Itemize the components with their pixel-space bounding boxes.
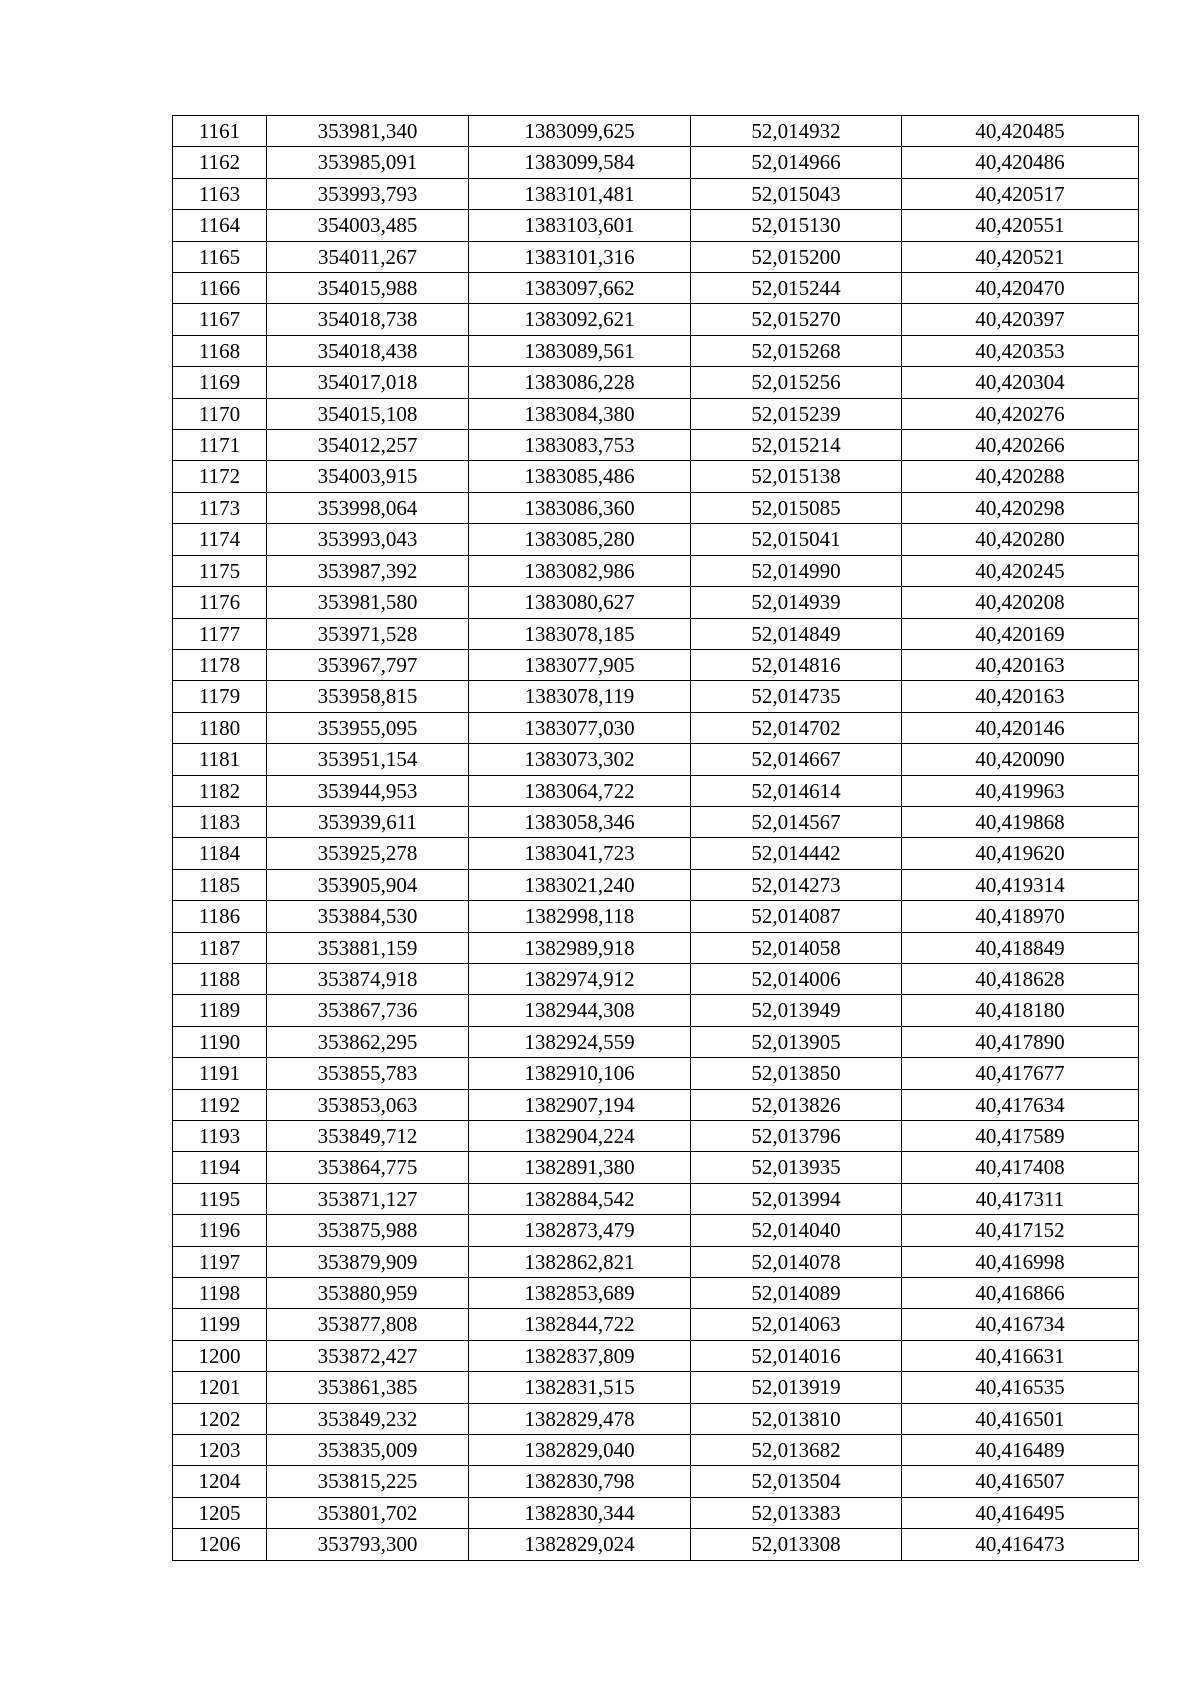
x-coordinate-cell: 354003,485 [267, 210, 469, 241]
point-number-cell: 1191 [173, 1058, 267, 1089]
longitude-cell: 40,420208 [902, 587, 1139, 618]
point-number-cell: 1162 [173, 147, 267, 178]
latitude-cell: 52,014016 [691, 1340, 902, 1371]
x-coordinate-cell: 354003,915 [267, 461, 469, 492]
point-number-cell: 1179 [173, 681, 267, 712]
table-row [173, 241, 1139, 272]
longitude-cell: 40,417589 [902, 1121, 1139, 1152]
table-row [173, 1340, 1139, 1371]
longitude-cell: 40,420146 [902, 712, 1139, 743]
longitude-cell: 40,418970 [902, 901, 1139, 932]
latitude-cell: 52,014702 [691, 712, 902, 743]
y-coordinate-cell: 1383084,380 [469, 398, 691, 429]
latitude-cell: 52,015214 [691, 430, 902, 461]
x-coordinate-cell: 353881,159 [267, 932, 469, 963]
table-row [173, 555, 1139, 586]
table-row [173, 775, 1139, 806]
latitude-cell: 52,014614 [691, 775, 902, 806]
point-number-cell: 1206 [173, 1529, 267, 1560]
longitude-cell: 40,419620 [902, 838, 1139, 869]
table-row [173, 210, 1139, 241]
longitude-cell: 40,418180 [902, 995, 1139, 1026]
y-coordinate-cell: 1382873,479 [469, 1215, 691, 1246]
table-row [173, 869, 1139, 900]
latitude-cell: 52,015244 [691, 273, 902, 304]
y-coordinate-cell: 1383058,346 [469, 806, 691, 837]
point-number-cell: 1197 [173, 1246, 267, 1277]
longitude-cell: 40,416473 [902, 1529, 1139, 1560]
longitude-cell: 40,416489 [902, 1435, 1139, 1466]
longitude-cell: 40,420485 [902, 116, 1139, 147]
y-coordinate-cell: 1382974,912 [469, 963, 691, 994]
x-coordinate-cell: 353905,904 [267, 869, 469, 900]
y-coordinate-cell: 1383086,360 [469, 492, 691, 523]
y-coordinate-cell: 1382853,689 [469, 1278, 691, 1309]
y-coordinate-cell: 1382884,542 [469, 1183, 691, 1214]
longitude-cell: 40,419314 [902, 869, 1139, 900]
longitude-cell: 40,420163 [902, 681, 1139, 712]
x-coordinate-cell: 353993,793 [267, 178, 469, 209]
y-coordinate-cell: 1382831,515 [469, 1372, 691, 1403]
point-number-cell: 1180 [173, 712, 267, 743]
latitude-cell: 52,015200 [691, 241, 902, 272]
y-coordinate-cell: 1382998,118 [469, 901, 691, 932]
table-row [173, 367, 1139, 398]
x-coordinate-cell: 353849,232 [267, 1403, 469, 1434]
latitude-cell: 52,014816 [691, 649, 902, 680]
point-number-cell: 1165 [173, 241, 267, 272]
table-row [173, 1497, 1139, 1528]
point-number-cell: 1189 [173, 995, 267, 1026]
longitude-cell: 40,417634 [902, 1089, 1139, 1120]
x-coordinate-cell: 353958,815 [267, 681, 469, 712]
y-coordinate-cell: 1382837,809 [469, 1340, 691, 1371]
table-row [173, 932, 1139, 963]
longitude-cell: 40,417408 [902, 1152, 1139, 1183]
latitude-cell: 52,015270 [691, 304, 902, 335]
y-coordinate-cell: 1383101,481 [469, 178, 691, 209]
table-row [173, 147, 1139, 178]
table-row [173, 1529, 1139, 1560]
point-number-cell: 1161 [173, 116, 267, 147]
x-coordinate-cell: 354018,438 [267, 335, 469, 366]
latitude-cell: 52,015268 [691, 335, 902, 366]
y-coordinate-cell: 1382829,478 [469, 1403, 691, 1434]
table-row [173, 1435, 1139, 1466]
latitude-cell: 52,013826 [691, 1089, 902, 1120]
y-coordinate-cell: 1383077,905 [469, 649, 691, 680]
y-coordinate-cell: 1383080,627 [469, 587, 691, 618]
point-number-cell: 1181 [173, 744, 267, 775]
point-number-cell: 1173 [173, 492, 267, 523]
y-coordinate-cell: 1382830,344 [469, 1497, 691, 1528]
longitude-cell: 40,416535 [902, 1372, 1139, 1403]
point-number-cell: 1171 [173, 430, 267, 461]
point-number-cell: 1193 [173, 1121, 267, 1152]
point-number-cell: 1163 [173, 178, 267, 209]
table-row [173, 1152, 1139, 1183]
x-coordinate-cell: 353981,580 [267, 587, 469, 618]
latitude-cell: 52,013504 [691, 1466, 902, 1497]
x-coordinate-cell: 353951,154 [267, 744, 469, 775]
point-number-cell: 1203 [173, 1435, 267, 1466]
latitude-cell: 52,013919 [691, 1372, 902, 1403]
latitude-cell: 52,013796 [691, 1121, 902, 1152]
latitude-cell: 52,013810 [691, 1403, 902, 1434]
table-row [173, 618, 1139, 649]
table-row [173, 1246, 1139, 1277]
y-coordinate-cell: 1383021,240 [469, 869, 691, 900]
point-number-cell: 1169 [173, 367, 267, 398]
latitude-cell: 52,014040 [691, 1215, 902, 1246]
x-coordinate-cell: 353993,043 [267, 524, 469, 555]
y-coordinate-cell: 1382844,722 [469, 1309, 691, 1340]
x-coordinate-cell: 353987,392 [267, 555, 469, 586]
longitude-cell: 40,420280 [902, 524, 1139, 555]
coordinate-table [172, 115, 1139, 1561]
point-number-cell: 1187 [173, 932, 267, 963]
x-coordinate-cell: 353871,127 [267, 1183, 469, 1214]
point-number-cell: 1176 [173, 587, 267, 618]
latitude-cell: 52,015085 [691, 492, 902, 523]
y-coordinate-cell: 1383077,030 [469, 712, 691, 743]
latitude-cell: 52,014567 [691, 806, 902, 837]
x-coordinate-cell: 353849,712 [267, 1121, 469, 1152]
latitude-cell: 52,014078 [691, 1246, 902, 1277]
longitude-cell: 40,416495 [902, 1497, 1139, 1528]
longitude-cell: 40,417152 [902, 1215, 1139, 1246]
y-coordinate-cell: 1383101,316 [469, 241, 691, 272]
longitude-cell: 40,416734 [902, 1309, 1139, 1340]
longitude-cell: 40,420288 [902, 461, 1139, 492]
longitude-cell: 40,417677 [902, 1058, 1139, 1089]
y-coordinate-cell: 1383082,986 [469, 555, 691, 586]
point-number-cell: 1196 [173, 1215, 267, 1246]
longitude-cell: 40,416501 [902, 1403, 1139, 1434]
x-coordinate-cell: 354012,257 [267, 430, 469, 461]
longitude-cell: 40,420090 [902, 744, 1139, 775]
x-coordinate-cell: 354015,108 [267, 398, 469, 429]
longitude-cell: 40,420521 [902, 241, 1139, 272]
y-coordinate-cell: 1383097,662 [469, 273, 691, 304]
latitude-cell: 52,015130 [691, 210, 902, 241]
y-coordinate-cell: 1382924,559 [469, 1026, 691, 1057]
point-number-cell: 1182 [173, 775, 267, 806]
latitude-cell: 52,014735 [691, 681, 902, 712]
longitude-cell: 40,420266 [902, 430, 1139, 461]
x-coordinate-cell: 353835,009 [267, 1435, 469, 1466]
point-number-cell: 1178 [173, 649, 267, 680]
latitude-cell: 52,014087 [691, 901, 902, 932]
point-number-cell: 1190 [173, 1026, 267, 1057]
y-coordinate-cell: 1383073,302 [469, 744, 691, 775]
latitude-cell: 52,014089 [691, 1278, 902, 1309]
table-row [173, 461, 1139, 492]
table-row [173, 1403, 1139, 1434]
latitude-cell: 52,015239 [691, 398, 902, 429]
latitude-cell: 52,014990 [691, 555, 902, 586]
longitude-cell: 40,416507 [902, 1466, 1139, 1497]
latitude-cell: 52,014932 [691, 116, 902, 147]
y-coordinate-cell: 1383083,753 [469, 430, 691, 461]
table-row [173, 1183, 1139, 1214]
table-row [173, 524, 1139, 555]
longitude-cell: 40,416866 [902, 1278, 1139, 1309]
y-coordinate-cell: 1383041,723 [469, 838, 691, 869]
x-coordinate-cell: 353981,340 [267, 116, 469, 147]
latitude-cell: 52,013850 [691, 1058, 902, 1089]
point-number-cell: 1184 [173, 838, 267, 869]
x-coordinate-cell: 353875,988 [267, 1215, 469, 1246]
latitude-cell: 52,014939 [691, 587, 902, 618]
longitude-cell: 40,417890 [902, 1026, 1139, 1057]
table-row [173, 838, 1139, 869]
longitude-cell: 40,419963 [902, 775, 1139, 806]
point-number-cell: 1202 [173, 1403, 267, 1434]
latitude-cell: 52,013383 [691, 1497, 902, 1528]
x-coordinate-cell: 353877,808 [267, 1309, 469, 1340]
table-row [173, 806, 1139, 837]
x-coordinate-cell: 353855,783 [267, 1058, 469, 1089]
point-number-cell: 1198 [173, 1278, 267, 1309]
x-coordinate-cell: 353955,095 [267, 712, 469, 743]
table-row [173, 1309, 1139, 1340]
table-row [173, 273, 1139, 304]
longitude-cell: 40,420163 [902, 649, 1139, 680]
point-number-cell: 1168 [173, 335, 267, 366]
y-coordinate-cell: 1383089,561 [469, 335, 691, 366]
y-coordinate-cell: 1383086,228 [469, 367, 691, 398]
y-coordinate-cell: 1382829,024 [469, 1529, 691, 1560]
x-coordinate-cell: 353944,953 [267, 775, 469, 806]
point-number-cell: 1195 [173, 1183, 267, 1214]
x-coordinate-cell: 354018,738 [267, 304, 469, 335]
table-row [173, 1089, 1139, 1120]
y-coordinate-cell: 1383099,625 [469, 116, 691, 147]
latitude-cell: 52,013935 [691, 1152, 902, 1183]
longitude-cell: 40,420276 [902, 398, 1139, 429]
point-number-cell: 1174 [173, 524, 267, 555]
y-coordinate-cell: 1382830,798 [469, 1466, 691, 1497]
y-coordinate-cell: 1383099,584 [469, 147, 691, 178]
point-number-cell: 1194 [173, 1152, 267, 1183]
x-coordinate-cell: 353998,064 [267, 492, 469, 523]
point-number-cell: 1167 [173, 304, 267, 335]
longitude-cell: 40,416998 [902, 1246, 1139, 1277]
latitude-cell: 52,013308 [691, 1529, 902, 1560]
longitude-cell: 40,420470 [902, 273, 1139, 304]
y-coordinate-cell: 1382944,308 [469, 995, 691, 1026]
longitude-cell: 40,420517 [902, 178, 1139, 209]
x-coordinate-cell: 353971,528 [267, 618, 469, 649]
x-coordinate-cell: 353925,278 [267, 838, 469, 869]
point-number-cell: 1185 [173, 869, 267, 900]
point-number-cell: 1177 [173, 618, 267, 649]
table-row [173, 304, 1139, 335]
x-coordinate-cell: 353939,611 [267, 806, 469, 837]
x-coordinate-cell: 353880,959 [267, 1278, 469, 1309]
x-coordinate-cell: 353793,300 [267, 1529, 469, 1560]
y-coordinate-cell: 1383085,280 [469, 524, 691, 555]
point-number-cell: 1183 [173, 806, 267, 837]
point-number-cell: 1192 [173, 1089, 267, 1120]
x-coordinate-cell: 353967,797 [267, 649, 469, 680]
table-row [173, 398, 1139, 429]
x-coordinate-cell: 353862,295 [267, 1026, 469, 1057]
table-row [173, 681, 1139, 712]
y-coordinate-cell: 1382910,106 [469, 1058, 691, 1089]
x-coordinate-cell: 354017,018 [267, 367, 469, 398]
table-row [173, 587, 1139, 618]
latitude-cell: 52,014058 [691, 932, 902, 963]
point-number-cell: 1186 [173, 901, 267, 932]
latitude-cell: 52,015043 [691, 178, 902, 209]
table-row [173, 1058, 1139, 1089]
y-coordinate-cell: 1383078,119 [469, 681, 691, 712]
latitude-cell: 52,014849 [691, 618, 902, 649]
table-row [173, 649, 1139, 680]
longitude-cell: 40,420298 [902, 492, 1139, 523]
y-coordinate-cell: 1383103,601 [469, 210, 691, 241]
table-row [173, 178, 1139, 209]
x-coordinate-cell: 353872,427 [267, 1340, 469, 1371]
x-coordinate-cell: 353801,702 [267, 1497, 469, 1528]
table-row [173, 995, 1139, 1026]
latitude-cell: 52,014273 [691, 869, 902, 900]
x-coordinate-cell: 353884,530 [267, 901, 469, 932]
longitude-cell: 40,420169 [902, 618, 1139, 649]
longitude-cell: 40,420551 [902, 210, 1139, 241]
table-row [173, 744, 1139, 775]
latitude-cell: 52,014667 [691, 744, 902, 775]
point-number-cell: 1205 [173, 1497, 267, 1528]
x-coordinate-cell: 353815,225 [267, 1466, 469, 1497]
coordinate-table-body [173, 116, 1139, 1561]
y-coordinate-cell: 1382904,224 [469, 1121, 691, 1152]
table-row [173, 1278, 1139, 1309]
longitude-cell: 40,420397 [902, 304, 1139, 335]
x-coordinate-cell: 353864,775 [267, 1152, 469, 1183]
table-row [173, 1372, 1139, 1403]
latitude-cell: 52,013949 [691, 995, 902, 1026]
y-coordinate-cell: 1383085,486 [469, 461, 691, 492]
y-coordinate-cell: 1382989,918 [469, 932, 691, 963]
table-row [173, 430, 1139, 461]
point-number-cell: 1175 [173, 555, 267, 586]
x-coordinate-cell: 354015,988 [267, 273, 469, 304]
y-coordinate-cell: 1382891,380 [469, 1152, 691, 1183]
table-row [173, 963, 1139, 994]
table-row [173, 1466, 1139, 1497]
point-number-cell: 1188 [173, 963, 267, 994]
table-row [173, 116, 1139, 147]
table-row [173, 901, 1139, 932]
table-row [173, 1121, 1139, 1152]
longitude-cell: 40,419868 [902, 806, 1139, 837]
latitude-cell: 52,013994 [691, 1183, 902, 1214]
longitude-cell: 40,418849 [902, 932, 1139, 963]
table-row [173, 335, 1139, 366]
x-coordinate-cell: 353874,918 [267, 963, 469, 994]
point-number-cell: 1172 [173, 461, 267, 492]
latitude-cell: 52,014966 [691, 147, 902, 178]
longitude-cell: 40,420245 [902, 555, 1139, 586]
latitude-cell: 52,013682 [691, 1435, 902, 1466]
latitude-cell: 52,014442 [691, 838, 902, 869]
point-number-cell: 1200 [173, 1340, 267, 1371]
point-number-cell: 1199 [173, 1309, 267, 1340]
latitude-cell: 52,013905 [691, 1026, 902, 1057]
table-row [173, 1026, 1139, 1057]
table-row [173, 1215, 1139, 1246]
latitude-cell: 52,015256 [691, 367, 902, 398]
x-coordinate-cell: 353867,736 [267, 995, 469, 1026]
y-coordinate-cell: 1382862,821 [469, 1246, 691, 1277]
longitude-cell: 40,417311 [902, 1183, 1139, 1214]
longitude-cell: 40,420486 [902, 147, 1139, 178]
y-coordinate-cell: 1383064,722 [469, 775, 691, 806]
x-coordinate-cell: 353861,385 [267, 1372, 469, 1403]
point-number-cell: 1170 [173, 398, 267, 429]
point-number-cell: 1204 [173, 1466, 267, 1497]
point-number-cell: 1164 [173, 210, 267, 241]
latitude-cell: 52,014006 [691, 963, 902, 994]
x-coordinate-cell: 353879,909 [267, 1246, 469, 1277]
longitude-cell: 40,420353 [902, 335, 1139, 366]
y-coordinate-cell: 1382829,040 [469, 1435, 691, 1466]
y-coordinate-cell: 1383078,185 [469, 618, 691, 649]
x-coordinate-cell: 354011,267 [267, 241, 469, 272]
latitude-cell: 52,014063 [691, 1309, 902, 1340]
latitude-cell: 52,015041 [691, 524, 902, 555]
table-row [173, 492, 1139, 523]
x-coordinate-cell: 353985,091 [267, 147, 469, 178]
latitude-cell: 52,015138 [691, 461, 902, 492]
longitude-cell: 40,418628 [902, 963, 1139, 994]
longitude-cell: 40,416631 [902, 1340, 1139, 1371]
point-number-cell: 1201 [173, 1372, 267, 1403]
y-coordinate-cell: 1382907,194 [469, 1089, 691, 1120]
point-number-cell: 1166 [173, 273, 267, 304]
table-row [173, 712, 1139, 743]
y-coordinate-cell: 1383092,621 [469, 304, 691, 335]
longitude-cell: 40,420304 [902, 367, 1139, 398]
x-coordinate-cell: 353853,063 [267, 1089, 469, 1120]
